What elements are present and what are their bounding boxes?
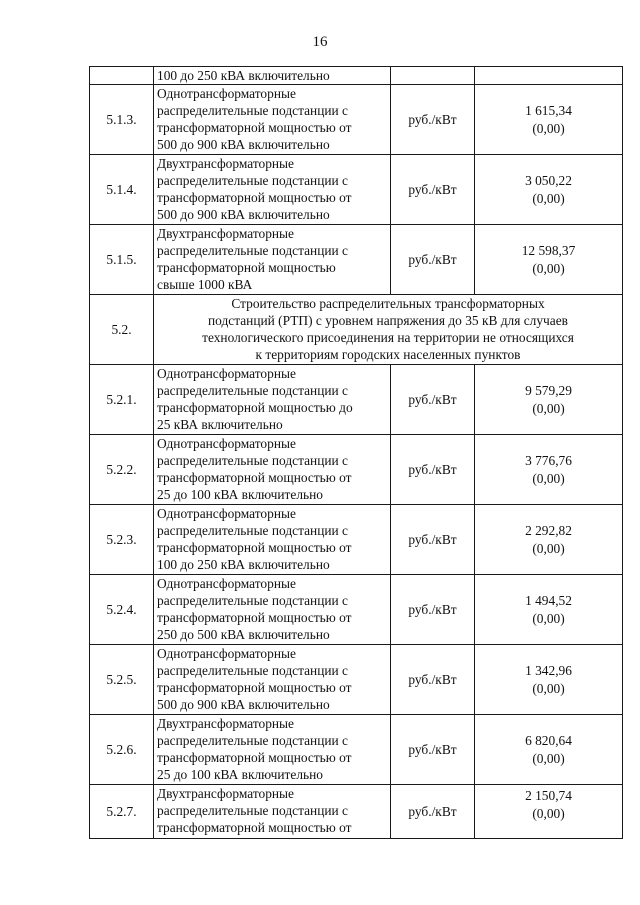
row-description	[154, 715, 391, 785]
table-row	[90, 715, 623, 785]
table-row	[90, 785, 623, 839]
row-number: 5.2.2.	[90, 435, 154, 505]
section-title-line: к территориям городских населенных пунктов	[255, 347, 521, 362]
description-line: 25 до 100 кВА включительно	[157, 767, 323, 782]
row-number: 5.2.3.	[90, 505, 154, 575]
row-unit: руб./кВт	[391, 785, 475, 839]
table-row	[90, 645, 623, 715]
description-line: Двухтрансформаторные	[157, 156, 294, 171]
description-line: распределительные подстанции с	[157, 523, 348, 538]
tariff-value-sub: (0,00)	[532, 190, 565, 206]
description-line: 25 до 100 кВА включительно	[157, 487, 323, 502]
row-number-cell	[90, 67, 154, 85]
row-description: 100 до 250 кВА включительно	[154, 67, 391, 85]
tariff-value: 12 598,37	[521, 242, 576, 258]
tariff-value-sub: (0,00)	[532, 120, 565, 136]
row-unit: руб./кВт	[391, 505, 475, 575]
row-unit: руб./кВт	[391, 715, 475, 785]
description-line: трансформаторной мощностью от	[157, 470, 352, 485]
description-line: трансформаторной мощностью от	[157, 610, 352, 625]
section-title	[154, 295, 623, 365]
row-unit: руб./кВт	[391, 435, 475, 505]
tariff-value: 9 579,29	[525, 382, 572, 398]
row-description	[154, 785, 391, 839]
description-line: распределительные подстанции с	[157, 803, 348, 818]
description-line: Однотрансформаторные	[157, 646, 296, 661]
tariff-value: 3 776,76	[525, 452, 572, 468]
tariff-value: 2 292,82	[525, 522, 572, 538]
tariff-value-sub: (0,00)	[532, 400, 565, 416]
description-line: свыше 1000 кВА	[157, 277, 253, 292]
row-value	[475, 155, 623, 225]
description-line: трансформаторной мощностью	[157, 260, 336, 275]
row-description	[154, 365, 391, 435]
table-row	[90, 155, 623, 225]
description-line: Однотрансформаторные	[157, 366, 296, 381]
row-value	[475, 435, 623, 505]
description-line: 500 до 900 кВА включительно	[157, 207, 330, 222]
description-line: 100 до 250 кВА включительно	[157, 557, 330, 572]
row-value	[475, 645, 623, 715]
description-line: распределительные подстанции с	[157, 173, 348, 188]
table-row	[90, 505, 623, 575]
row-unit: руб./кВт	[391, 645, 475, 715]
row-description	[154, 435, 391, 505]
row-description	[154, 575, 391, 645]
description-line: 25 кВА включительно	[157, 417, 283, 432]
description-line: трансформаторной мощностью до	[157, 400, 353, 415]
row-value	[475, 365, 623, 435]
tariff-value: 6 820,64	[525, 732, 572, 748]
row-unit: руб./кВт	[391, 85, 475, 155]
tariff-value: 2 150,74	[525, 788, 572, 803]
description-line: распределительные подстанции с	[157, 733, 348, 748]
row-unit: руб./кВт	[391, 575, 475, 645]
table-row	[90, 67, 623, 85]
description-line: Однотрансформаторные	[157, 576, 296, 591]
description-line: распределительные подстанции с	[157, 593, 348, 608]
description-line: Двухтрансформаторные	[157, 226, 294, 241]
row-unit-cell	[391, 67, 475, 85]
section-title-line: подстанций (РТП) с уровнем напряжения до 35 кВ для случаев	[207, 313, 569, 328]
tariff-value: 1 342,96	[525, 662, 572, 678]
tariff-value-sub: (0,00)	[532, 610, 565, 626]
description-line: распределительные подстанции с	[157, 453, 348, 468]
row-description	[154, 225, 391, 295]
description-line: распределительные подстанции с	[157, 383, 348, 398]
description-line: Однотрансформаторные	[157, 86, 296, 101]
description-line: трансформаторной мощностью от	[157, 750, 352, 765]
description-line: Двухтрансформаторные	[157, 786, 294, 801]
row-number: 5.1.3.	[90, 85, 154, 155]
section-number: 5.2.	[90, 295, 154, 365]
description-line: трансформаторной мощностью от	[157, 820, 352, 835]
description-line: трансформаторной мощностью от	[157, 120, 352, 135]
table-row	[90, 575, 623, 645]
row-unit: руб./кВт	[391, 365, 475, 435]
table-row	[90, 435, 623, 505]
tariff-value: 1 494,52	[525, 592, 572, 608]
row-number: 5.2.6.	[90, 715, 154, 785]
description-line: 500 до 900 кВА включительно	[157, 137, 330, 152]
row-number: 5.2.4.	[90, 575, 154, 645]
row-number: 5.2.7.	[90, 785, 154, 839]
row-value	[475, 785, 623, 839]
tariff-value: 3 050,22	[525, 172, 572, 188]
description-line: распределительные подстанции с	[157, 243, 348, 258]
row-value-cell	[475, 67, 623, 85]
row-value	[475, 505, 623, 575]
row-description	[154, 155, 391, 225]
row-unit: руб./кВт	[391, 225, 475, 295]
description-line: трансформаторной мощностью от	[157, 680, 352, 695]
tariff-table	[89, 66, 623, 839]
row-value	[475, 575, 623, 645]
tariff-value-sub: (0,00)	[532, 750, 565, 766]
row-description	[154, 85, 391, 155]
section-row	[90, 295, 623, 365]
row-description	[154, 645, 391, 715]
section-title-line: технологического присоединения на территории не относящихся	[202, 330, 574, 345]
description-line: трансформаторной мощностью от	[157, 190, 352, 205]
row-number: 5.2.1.	[90, 365, 154, 435]
description-line: Однотрансформаторные	[157, 506, 296, 521]
table-row	[90, 85, 623, 155]
tariff-value-sub: (0,00)	[532, 540, 565, 556]
tariff-value-sub: (0,00)	[532, 806, 565, 821]
table-row	[90, 225, 623, 295]
row-number: 5.1.5.	[90, 225, 154, 295]
description-line: 500 до 900 кВА включительно	[157, 697, 330, 712]
description-line: Двухтрансформаторные	[157, 716, 294, 731]
description-line: трансформаторной мощностью от	[157, 540, 352, 555]
row-description	[154, 505, 391, 575]
description-line: 250 до 500 кВА включительно	[157, 627, 330, 642]
table-row	[90, 365, 623, 435]
tariff-value-sub: (0,00)	[532, 260, 565, 276]
row-unit: руб./кВт	[391, 155, 475, 225]
tariff-value-sub: (0,00)	[532, 680, 565, 696]
row-value	[475, 85, 623, 155]
row-number: 5.1.4.	[90, 155, 154, 225]
row-number: 5.2.5.	[90, 645, 154, 715]
page-number: 16	[312, 34, 328, 50]
description-line: Однотрансформаторные	[157, 436, 296, 451]
row-value	[475, 225, 623, 295]
tariff-value-sub: (0,00)	[532, 470, 565, 486]
description-line: распределительные подстанции с	[157, 103, 348, 118]
row-value	[475, 715, 623, 785]
section-title-line: Строительство распределительных трансформаторных	[231, 296, 545, 311]
tariff-value: 1 615,34	[525, 102, 572, 118]
description-line: распределительные подстанции с	[157, 663, 348, 678]
